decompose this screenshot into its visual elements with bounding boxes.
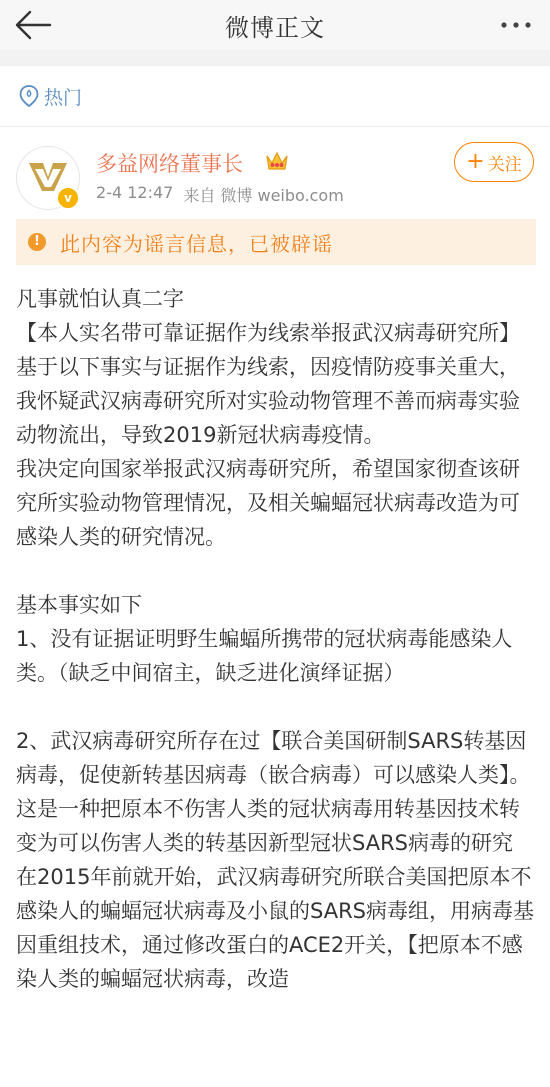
post-source: 来自 微博 weibo.com (183, 186, 344, 205)
content-paragraph: 基于以下事实与证据作为线索，因疫情防疫事关重大，我怀疑武汉病毒研究所对实验动物管理不善而病毒实验动物流出，导致2019新冠状病毒疫情。 (16, 355, 520, 447)
paragraph-gap (16, 690, 536, 724)
content-paragraph: 2、武汉病毒研究所存在过【联合美国研制SARS转基因病毒，促使新转基因病毒（嵌合病毒）可以感染人类】。 (16, 729, 531, 787)
ellipsis-icon[interactable] (496, 10, 536, 40)
top-navigation-bar (0, 0, 550, 50)
content-paragraph: 我决定向国家举报武汉病毒研究所，希望国家彻查该研究所实验动物管理情况，及相关蝙蝠冠状病毒改造为可感染人类的研究情况。 (16, 457, 520, 549)
follow-label: 关注 (487, 154, 522, 175)
content-paragraph: 【本人实名带可靠证据作为线索举报武汉病毒研究所】 (16, 321, 520, 345)
paragraph-gap (16, 554, 536, 588)
post-meta (96, 183, 344, 206)
content-paragraph: 1、没有证据证明野生蝙蝠所携带的冠状病毒能感染人类。（缺乏中间宿主，缺乏进化演绎证据） (16, 627, 513, 685)
post-content (16, 282, 536, 996)
warning-icon: ! (28, 233, 46, 251)
section-divider (0, 50, 550, 66)
content-paragraph: 这是一种把原本不伤害人类的冠状病毒用转基因技术转变为可以伤害人类的转基因新型冠状SARS病毒的研究 (16, 797, 520, 855)
content-paragraph: 凡事就怕认真二字 (16, 287, 184, 311)
content-paragraph: 在2015年前就开始，武汉病毒研究所联合美国把原本不感染人的蝙蝠冠状病毒及小鼠的SARS病毒组，用病毒基因重组技术，通过修改蛋白的ACE2开关，【把原本不感染人类的蝙蝠冠状病毒，改造 (16, 865, 535, 991)
rumor-notice-banner[interactable] (16, 219, 536, 265)
plus-icon: + (466, 149, 485, 174)
crown-icon (264, 149, 290, 173)
hot-label: 热门 (44, 86, 83, 109)
page-title: 微博正文 (225, 13, 325, 42)
hot-tag-row[interactable] (0, 66, 550, 127)
post-timestamp: 2-4 12:47 (96, 183, 174, 202)
content-paragraph: 基本事实如下 (16, 593, 142, 617)
arrow-left-icon[interactable] (14, 8, 54, 42)
hot-pin-icon (18, 84, 40, 108)
username[interactable]: 多益网络董事长 (96, 152, 243, 176)
rumor-notice-text: 此内容为谣言信息，已被辟谣 (60, 231, 333, 256)
follow-button[interactable] (454, 142, 534, 182)
verified-badge-icon: v (56, 186, 80, 210)
